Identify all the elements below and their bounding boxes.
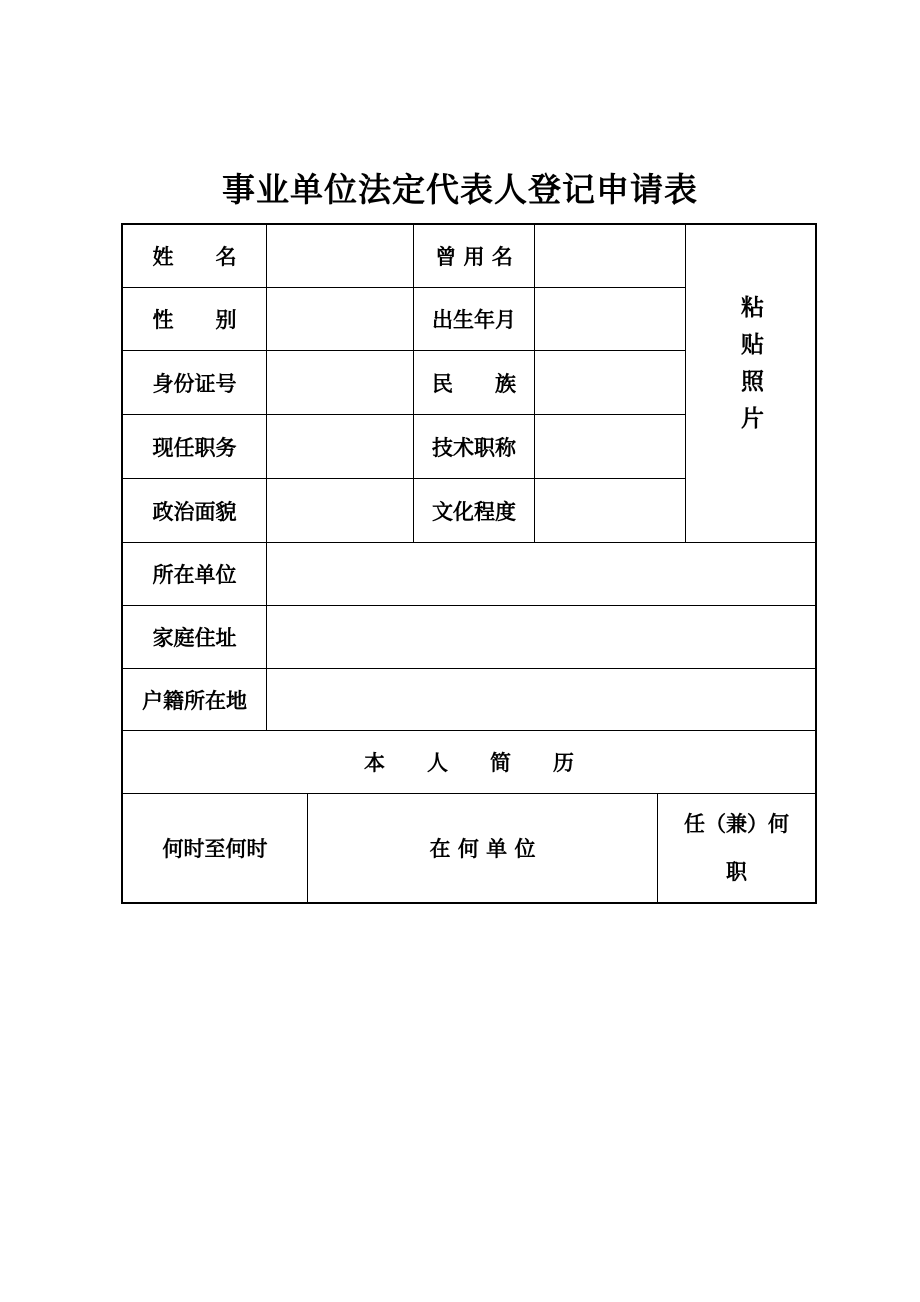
input-position[interactable] xyxy=(267,415,413,478)
label-former-name: 曾 用 名 xyxy=(435,245,513,269)
input-home-address[interactable] xyxy=(267,606,815,668)
label-tech-title: 技术职称 xyxy=(432,435,516,460)
resume-col-post-line1: 任（兼）何 xyxy=(684,812,789,836)
input-political[interactable] xyxy=(267,479,413,542)
registration-form-table xyxy=(121,223,817,904)
label-education: 文化程度 xyxy=(432,499,516,524)
label-name: 姓 名 xyxy=(152,245,237,269)
label-id-number: 身份证号 xyxy=(152,371,237,396)
label-political: 政治面貌 xyxy=(152,499,237,524)
label-unit: 所在单位 xyxy=(152,563,237,587)
label-household: 户籍所在地 xyxy=(142,688,247,713)
form-title: 事业单位法定代表人登记申请表 xyxy=(222,170,698,209)
resume-section-title: 本 人 简 历 xyxy=(364,751,574,775)
resume-col-post-line2: 职 xyxy=(726,860,747,884)
resume-col-post xyxy=(658,794,815,902)
resume-col-time: 何时至何时 xyxy=(162,837,268,861)
label-ethnicity: 民 族 xyxy=(432,371,516,396)
resume-col-unit: 在 何 单 位 xyxy=(429,837,536,861)
input-household[interactable] xyxy=(267,669,815,730)
photo-label: 粘贴照片 xyxy=(737,295,763,443)
input-tech-title[interactable] xyxy=(535,415,685,478)
table-border-right xyxy=(815,223,817,904)
input-name[interactable] xyxy=(267,225,413,287)
input-education[interactable] xyxy=(535,479,685,542)
label-gender: 性 别 xyxy=(152,308,237,332)
label-home-address: 家庭住址 xyxy=(152,626,237,650)
input-unit[interactable] xyxy=(267,543,815,605)
table-border-bottom xyxy=(121,902,817,904)
input-ethnicity[interactable] xyxy=(535,351,685,414)
input-former-name[interactable] xyxy=(535,225,685,287)
input-birth[interactable] xyxy=(535,288,685,350)
photo-area[interactable] xyxy=(686,225,815,542)
input-id-number[interactable] xyxy=(267,351,413,414)
input-gender[interactable] xyxy=(267,288,413,350)
label-position: 现任职务 xyxy=(152,435,237,460)
label-birth: 出生年月 xyxy=(432,308,516,332)
